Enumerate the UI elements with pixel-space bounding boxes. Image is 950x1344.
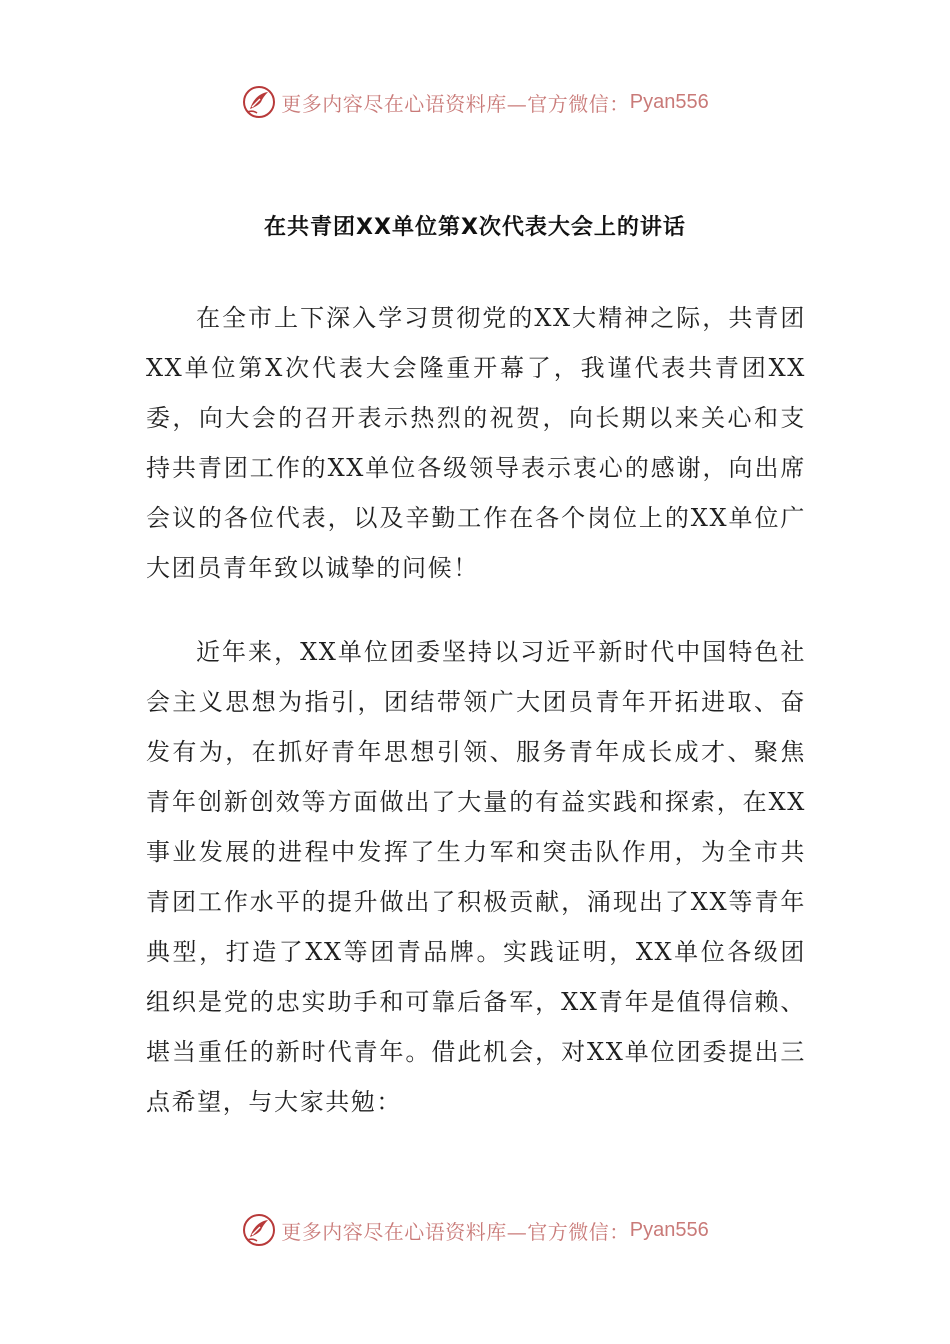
pen-nib-logo-icon	[241, 1212, 277, 1248]
wechat-id: Pyan556	[629, 90, 709, 113]
body-paragraph-2: 近年来，XX单位团委坚持以习近平新时代中国特色社会主义思想为指引，团结带领广大团员青年开拓进取、奋发有为，在抓好青年思想引领、服务青年成长成才、聚焦青年创新创效等方面做出了大量的有益实践和探索，在XX事业发展的进程中发挥了生力军和突击队作用，为全市共青团工作水平的提升做出了积极贡献，涌现出了XX等青年典型，打造了XX等团青品牌。实践证明，XX单位各级团组织是党的忠实助手和可靠后备军，XX青年是值得信赖、堪当重任的新时代青年。借此机会，对XX单位团委提出三点希望，与大家共勉：	[146, 638, 806, 1116]
wechat-id: Pyan556	[629, 1218, 709, 1241]
banner-text: 更多内容尽在心语资料库—官方微信：	[281, 91, 630, 116]
header-banner	[0, 82, 950, 122]
footer-banner	[0, 1210, 950, 1250]
banner-text: 更多内容尽在心语资料库—官方微信：	[281, 1219, 630, 1244]
document-title: 在共青团XX单位第X次代表大会上的讲话	[264, 215, 686, 240]
body-paragraph-1: 在全市上下深入学习贯彻党的XX大精神之际，共青团XX单位第X次代表大会隆重开幕了，我谨代表共青团XX委，向大会的召开表示热烈的祝贺，向长期以来关心和支持共青团工作的XX单位各级领导表示衷心的感谢，向出席会议的各位代表，以及辛勤工作在各个岗位上的XX单位广大团员青年致以诚挚的问候！	[146, 304, 806, 582]
pen-nib-logo-icon	[241, 84, 277, 120]
